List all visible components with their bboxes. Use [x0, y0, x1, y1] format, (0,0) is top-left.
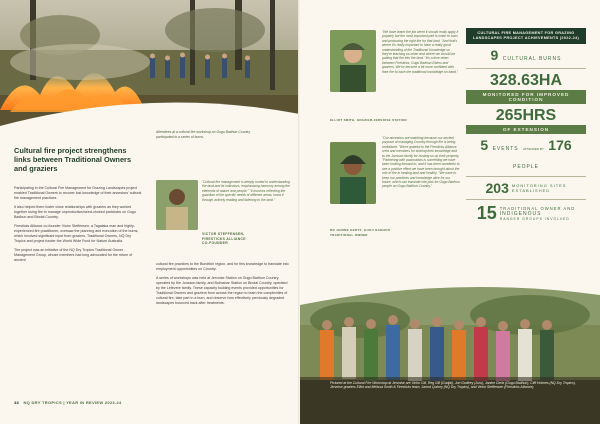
- stat-label: ESTABLISHED: [511, 188, 551, 193]
- photo-caption: Attendees at a cultural fire workshop on Gugu Badhun Country participated in a series of burns.: [156, 130, 251, 139]
- stat-band: OF EXTENSION: [466, 125, 586, 134]
- janine-gertz-portrait: [330, 142, 376, 204]
- stat-value: 265HRS: [495, 107, 557, 124]
- stat-label: TRADITIONAL OWNER AND: [499, 206, 576, 211]
- divider: [466, 176, 586, 177]
- stat-area: [466, 72, 586, 90]
- stat-value: 176: [548, 137, 572, 153]
- stat-label: EVENTS: [492, 146, 519, 152]
- quote-name: VICTOR STEFFENSEN,: [202, 232, 245, 236]
- paragraph: Firesticks Alliance co-founder Victor Steffensen, a Tagalaka man and highly-experienced fire practitioner, oversaw the planning and execution of the burns, which involved significant input from graziers, Traditional Owners, NQ Dry Tropics and project funder the World Wide Fund for Nature Australia.: [14, 224, 139, 243]
- page-number: 38: [14, 400, 20, 405]
- stat-value: 9: [490, 47, 499, 63]
- quote-role: CO-FOUNDER: [202, 241, 228, 246]
- divider: [466, 68, 586, 69]
- paragraph: The project was an initiative of the NQ Dry Tropics Traditional Owner Management Group, whose members had long advocated for the return of ancient: [14, 248, 133, 262]
- divider: [466, 199, 586, 200]
- victor-quote: "Cultural fire management is deeply rooted in understanding the land and its indicators, emphasising harmony among the elements of nature and people." "It involves reflecting the guardian of the specific needs of different areas, know it through actively reading and listening to the land.": [202, 180, 290, 202]
- achievements-title: CULTURAL FIRE MANAGEMENT FOR GRAZING LANDSCAPES PROJECT ACHIEVEMENTS (2022-24): [466, 28, 586, 44]
- article-column-1: [14, 186, 142, 267]
- elliot-quote-attribution: ELLIOT SMITH, GRAZIER-JERVOISE STATION: [330, 118, 407, 122]
- janine-quote-attribution: [330, 228, 460, 237]
- workshop-group-photo: [300, 285, 600, 424]
- elliot-quote: "We have learnt the job when it should really apply it properly but the most important part is when to burn, and producing the right fire for that land. "And that's where it's really important to have a really good understanding of the Traditional Knowledge so they're teaching us when and where we should be putting that fire into the land. "It's a time when between Firesticks, Gugu Badhun Elders and graziers. We've become a lot more confident with their fire to have the traditional knowledge on hand.": [382, 30, 459, 74]
- achievements-panel: [466, 28, 586, 224]
- paragraph: cultural fire practices to the Burdekin region, and for this knowledge to translate into employment opportunities on Country.: [156, 262, 289, 271]
- stat-value: 15: [476, 203, 497, 223]
- elliot-smith-portrait: [330, 30, 376, 92]
- stat-label: RANGER GROUPS INVOLVED: [499, 217, 570, 221]
- stat-value: 328.63HA: [489, 72, 563, 89]
- stat-owner-groups: [466, 203, 586, 224]
- victor-quote-attribution: [202, 232, 294, 246]
- stat-label: ATTENDED BY: [523, 147, 544, 151]
- stat-hours: [466, 107, 586, 125]
- janine-quote: "Our ancestors are watching because our ancient purpose of managing Country through fire is being revitalised. "We're grateful to the Firesticks Alliance crew and members for sharing their knowledge and to the Jonsson family for hosting us on their property. "Partnering with pastoralists is something we have been looking forward to, and it has been wonderful to see a positive effect we have been brought about the role of fire in healing land and healthy. "We have to keep our practices and knowledge alive for our future, which can translate into jobs for Gugu Badhun people on Gugu Badhun Country.": [382, 136, 460, 189]
- footer-label: NQ DRY TROPICS | YEAR IN REVIEW 2023-24: [23, 400, 122, 405]
- victor-steffensen-portrait: [156, 180, 198, 230]
- stat-band: MONITORED FOR IMPROVED CONDITION: [466, 90, 586, 104]
- quote-role: TRADITIONAL OWNER: [330, 232, 368, 237]
- stat-cultural-burns: [466, 47, 586, 65]
- stat-value: 5: [480, 137, 489, 153]
- stat-label: MONITORING SITES: [511, 183, 567, 188]
- quote-name: DR JANINE GERTZ, GUGU BADHUN: [330, 228, 391, 232]
- paragraph: It also helped them foster close relationships with graziers as they worked together using fire to manage unproductive/weed-choked paddocks on Gugu Badhun and Bindal Country.: [14, 205, 136, 219]
- stat-label: INDIGENOUS: [499, 211, 542, 217]
- group-photo-caption: Pictured at the Cultural Fire Workshop at Jervoise are Victor Gill, Reg Gill (Gudjal), Jori Godfrey (Juru), Janine Gertz (Gugu Badhun), Cliff Holmes (NQ Dry Tropics), Jervoise graziers Elliot and Melissa Smith & Firesticks team, Jarrod Quiney (NQ Dry Tropics), and Victor Steffensen (Firesticks Alliance).: [330, 381, 576, 390]
- page-footer: [14, 400, 122, 405]
- stat-label: CULTURAL BURNS: [502, 56, 562, 62]
- stat-sites: [466, 180, 586, 196]
- article-column-2: [156, 262, 290, 310]
- stat-events: [466, 137, 586, 173]
- quote-role: FIRESTICKS ALLIANCE: [202, 236, 246, 241]
- article-headline: Cultural fire project strengthens links between Traditional Owners and graziers: [14, 146, 132, 174]
- stat-label: PEOPLE: [512, 164, 539, 170]
- paragraph: Participating in the Cultural Fire Management for Grazing Landscapes project enabled Traditional Owners to recover lost knowledge of their ancestors' cultural fire management practices.: [14, 186, 142, 200]
- stat-value: 203: [485, 180, 509, 196]
- paragraph: A series of workshops was held at Jervoise Station on Gugu Badhun Country, operated by the Jonsson family, and Bulmahar Station on Bindal Country, operated by the Lefevere family. These capacity building events provided opportunities for Traditional Owners and graziers from across the region to learn the complexities of cultural fire, take part in a burn, and observe how effectively previously degraded landscapes bounced back after treatments.: [156, 276, 288, 305]
